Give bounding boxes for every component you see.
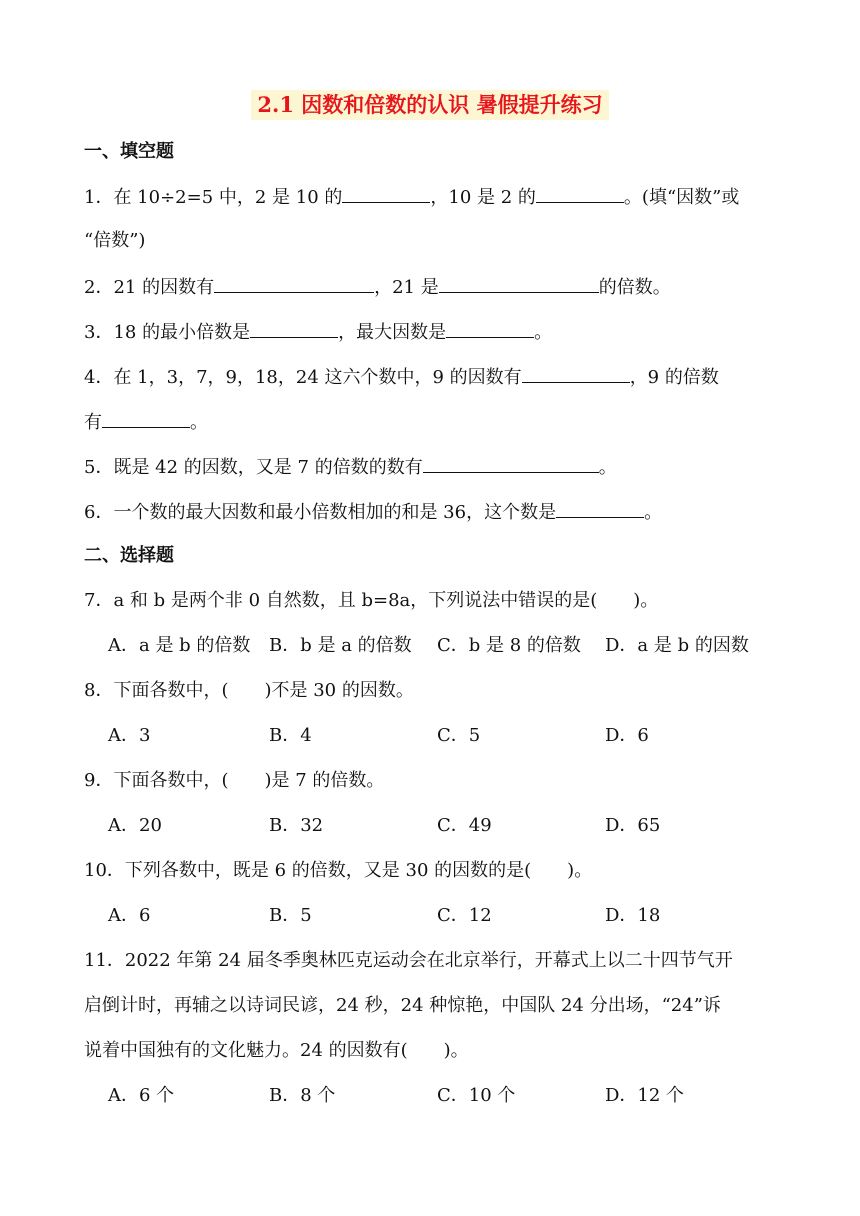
question-6-text-a: 6．一个数的最大因数和最小倍数相加的和是 36，这个数是 [84,502,557,523]
answer-blank[interactable] [522,364,630,383]
question-5-text-b: 。 [598,457,617,478]
option-a[interactable]: A．3 [108,725,151,746]
question-11-line-1: 11．2022 年第 24 届冬季奥林匹克运动会在北京举行，开幕式上以二十四节气开 [84,950,733,971]
question-2-text-c: 的倍数。 [598,277,671,298]
question-3-text-a: 3．18 的最小倍数是 [84,322,251,343]
question-3-text-c: 。 [534,322,553,343]
option-c[interactable]: C．12 [437,905,492,926]
option-d[interactable]: D．6 [605,725,649,746]
question-4-text-a: 4．在 1，3，7，9，18，24 这六个数中，9 的因数有 [84,367,522,388]
option-b[interactable]: B．4 [269,725,312,746]
question-11-line-3: 说着中国独有的文化魅力。24 的因数有( )。 [84,1040,469,1061]
question-4-continued [84,409,208,435]
question-6-text-b: 。 [644,502,663,523]
option-c[interactable]: C．b 是 8 的倍数 [437,635,581,656]
question-7: 7．a 和 b 是两个非 0 自然数，且 b=8a，下列说法中错误的是( )。 [84,590,659,611]
option-a[interactable]: A．20 [108,815,162,836]
option-a[interactable]: A．6 [108,905,151,926]
question-1-text-c: 。(填“因数”或 [623,187,740,208]
option-d[interactable]: D．12 个 [605,1085,685,1106]
option-a[interactable]: A．6 个 [108,1085,175,1106]
page-title: 2.1 因数和倍数的认识 暑假提升练习 [251,90,608,120]
question-1 [84,184,739,210]
option-d[interactable]: D．18 [605,905,661,926]
option-d[interactable]: D．65 [605,815,661,836]
option-c[interactable]: C．49 [437,815,492,836]
option-c[interactable]: C．5 [437,725,481,746]
question-1-text-b: ，10 是 2 的 [430,187,536,208]
question-9: 9．下面各数中，( )是 7 的倍数。 [84,770,385,791]
answer-blank[interactable] [423,454,599,473]
option-b[interactable]: B．32 [269,815,324,836]
answer-blank[interactable] [446,319,534,338]
option-b[interactable]: B．b 是 a 的倍数 [269,635,412,656]
question-4 [84,364,719,390]
question-8: 8．下面各数中，( )不是 30 的因数。 [84,680,414,701]
answer-blank[interactable] [556,499,644,518]
question-4-text-b: ，9 的倍数 [629,367,719,388]
question-4-text-c: 有 [84,412,102,433]
answer-blank[interactable] [102,409,190,428]
option-b[interactable]: B．5 [269,905,312,926]
option-a[interactable]: A．a 是 b 的倍数 [108,635,251,656]
question-3-text-b: ，最大因数是 [338,322,447,343]
question-2 [84,274,671,300]
answer-blank[interactable] [250,319,338,338]
answer-blank[interactable] [536,184,624,203]
question-1-continued: “倍数”) [84,230,146,251]
section-fill-in: 一、填空题 [84,141,174,162]
question-5 [84,454,617,480]
answer-blank[interactable] [439,274,599,293]
question-5-text-a: 5．既是 42 的因数，又是 7 的倍数的数有 [84,457,423,478]
question-1-text-a: 1．在 10÷2=5 中，2 是 10 的 [84,187,343,208]
question-10: 10．下列各数中，既是 6 的倍数，又是 30 的因数的是( )。 [84,860,593,881]
option-d[interactable]: D．a 是 b 的因数 [605,635,749,656]
answer-blank[interactable] [342,184,430,203]
question-2-text-b: ，21 是 [374,277,439,298]
question-2-text-a: 2．21 的因数有 [84,277,215,298]
option-c[interactable]: C．10 个 [437,1085,516,1106]
answer-blank[interactable] [214,274,374,293]
option-b[interactable]: B．8 个 [269,1085,336,1106]
title-container [0,90,860,120]
question-6 [84,499,662,525]
section-multiple-choice: 二、选择题 [84,545,174,566]
question-4-text-d: 。 [190,412,208,433]
question-11-line-2: 启倒计时，再辅之以诗词民谚，24 秒，24 种惊艳，中国队 24 分出场，“24”诉 [84,995,721,1016]
question-3 [84,319,552,345]
